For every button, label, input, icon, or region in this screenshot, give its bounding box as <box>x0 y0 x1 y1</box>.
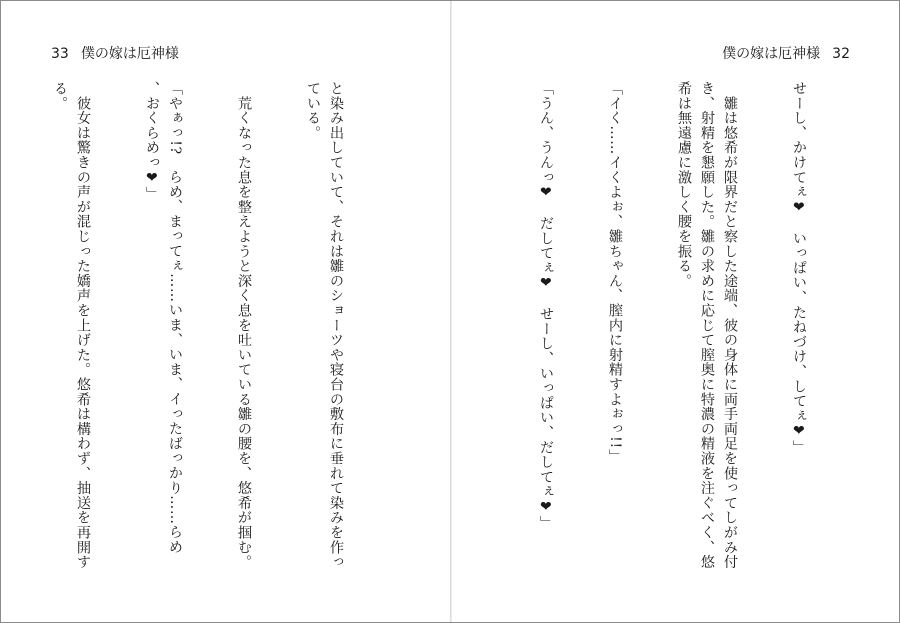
text-line: せーし、かけてぇ❤ いっぱい、たねづけ、してぇ❤」 <box>791 81 807 455</box>
left-page-header <box>51 43 179 63</box>
text-line: 「うん、うんっ❤ だしてぇ❤ せーし、いっぱい、だしてぇ❤」 <box>538 81 554 531</box>
text-line: 雛は悠希が限界だと察した途端、彼の身体に両手両足を使ってしがみ付 き、射精を懇願した。雛の求めに応じて膣奥に特濃の精液を注ぐべく、悠 希は無遠慮に激しく腰を振る。 <box>676 81 738 570</box>
left-page-number: 33 <box>51 46 69 62</box>
text-line: 「やぁっ!? らめ、まってぇ……いま、いま、イったばっかり……らめ 、おくらめっ❤」 <box>144 81 183 555</box>
right-page-title: 僕の嫁は厄神様 <box>722 46 821 62</box>
left-page <box>1 1 449 622</box>
right-page-header <box>722 43 850 63</box>
right-page <box>452 1 900 622</box>
text-line: 彼女は驚きの声が混じった嬌声を上げた。悠希は構わず、抽送を再開す る。 <box>52 81 91 570</box>
right-page-number: 32 <box>832 46 850 62</box>
text-line: と染み出していて、それは雛のショーツや寝台の敷布に垂れて染みを作っ ている。 <box>305 81 344 570</box>
right-page-body-text <box>530 81 856 585</box>
text-line: 「イく……イくよぉ、雛ちゃん、膣内に射精すよぉっ!!」 <box>607 81 623 464</box>
left-page-body-text <box>47 81 393 585</box>
text-line: 荒くなった息を整えようと深く息を吐いている雛の腰を、悠希が掴む。 <box>236 81 252 570</box>
left-page-title: 僕の嫁は厄神様 <box>80 46 179 62</box>
